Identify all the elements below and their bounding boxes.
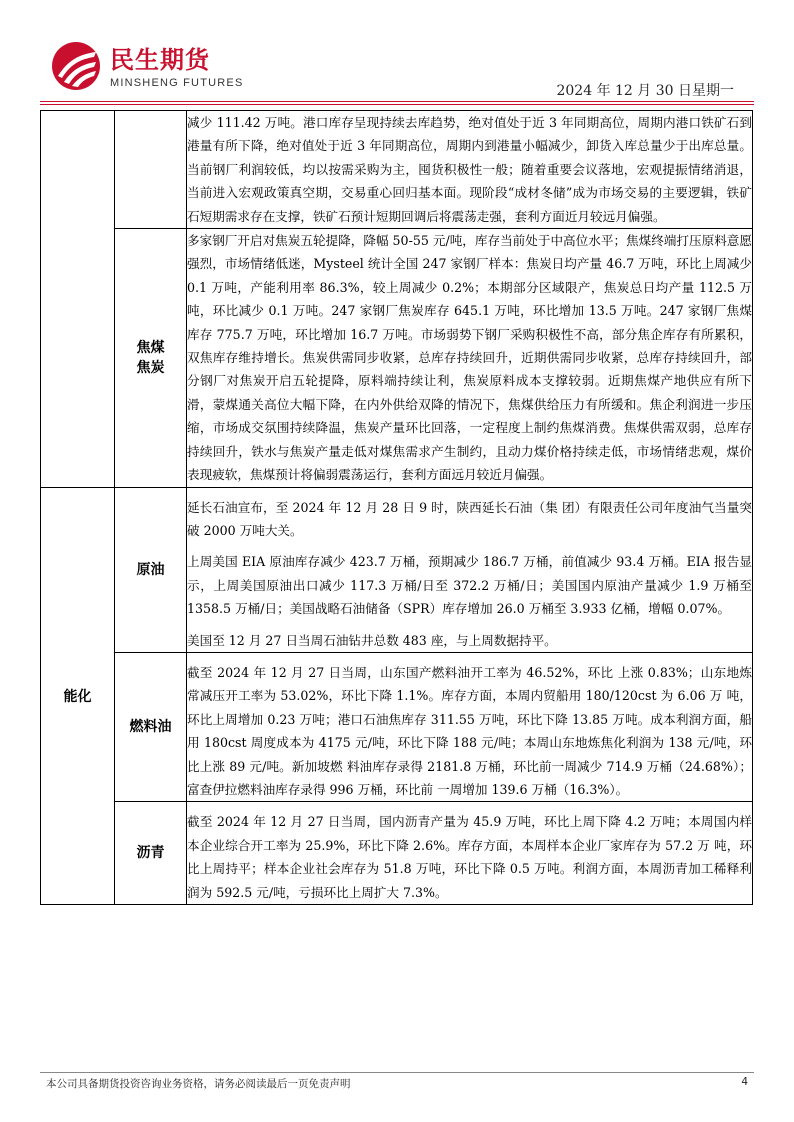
crude-oil-analysis [187,487,753,652]
page-header [0,0,794,100]
table-row-fuel-oil [41,652,753,801]
crude-oil-paragraph-1: 延长石油宣布，至 2024 年 12 月 28 日 9 时，陕西延长石油（集 团）有限责任公司年度油气当量突破 2000 万吨大关。 [187,499,752,538]
subcategory-asphalt: 沥青 [115,802,187,905]
asphalt-text: 截至 2024 年 12 月 27 日当周，国内沥青产量为 45.9 万吨，环比上周下降 4.2 万吨；本周国内样本企业综合开工率为 25.9%，环比下降 2.6%。库存方面，本周样本企业厂家库存为 57.2 万 吨，环比上周持平；样本企业社会库存为 51.8 万吨，环比下降 0.5 万吨。利润方面，本周沥青加工稀释利润为 592.5 元/吨，亏损环比上周扩大 7.3%。 [187,814,752,900]
header-divider-thin [40,104,754,105]
subcategory-crude-oil: 原油 [115,487,187,652]
table-row-asphalt [41,802,753,905]
minsheng-logo-icon [50,40,102,92]
crude-oil-paragraph-2: 上周美国 EIA 原油库存减少 423.7 万桶，预期减少 186.7 万桶，前值减少 93.4 万桶。EIA 报告显示，上周美国原油出口减少 117.3 万桶/日至 372.2 万桶/日；美国国内原油产量减少 1.9 万桶至 1358.5 万桶/日；美国战略石油储备（SPR）库存增加 26.0 万桶至 3.933 亿桶，增幅 0.07%。 [187,554,752,617]
table-row-coking-coal [41,229,753,487]
page-number: 4 [741,1076,748,1088]
iron-ore-analysis [187,111,753,229]
category-cell-blank [41,111,115,488]
coking-coal-text: 多家钢厂开启对焦炭五轮提降，降幅 50-55 元/吨，库存当前处于中高位水平；焦煤终端打压原料意愿强烈，市场情绪低迷，Mysteel 统计全国 247 家钢厂样本：焦炭日均产量 46.7 万吨，环比上周减少 0.1 万吨，产能利用率 86.3%，较上周减少 0.2%；本期部分区域限产，焦炭总日均产量 112.5 万吨，环比减少 0.1 万吨。247 家钢厂焦炭库存 645.1 万吨，环比增加 13.5 万吨。247 家钢厂焦煤库存 775.7 万吨，环比增加 16.7 万吨。市场弱势下钢厂采购积极性不高，部分焦企库存有所累积，双焦库存维持增长。焦炭供需同步收紧，总库存持续回升，近期供需同步收紧，总库存持续回升，部分钢厂对焦炭开启五轮提降，原料端持续让利，焦炭原料成本支撑较弱。近期焦煤产地供应有所下滑，蒙煤通关高位大幅下降，在内外供给双降的情况下，焦煤供给压力有所缓和。焦企利润进一步压缩，市场成交氛围持续降温，焦炭产量环比回落，一定程度上制约焦煤消费。焦煤供需双弱，总库存持续回升，铁水与焦炭产量走低对煤焦需求产生制约，且动力煤价格持续走低，市场情绪悲观，煤价表现疲软，焦煤预计将偏弱震荡运行，套利方面远月较近月偏强。 [187,233,752,483]
brand-name-cn: 民生期货 [110,46,210,74]
header-divider [40,101,754,102]
category-energy-chemical: 能化 [41,487,115,905]
asphalt-analysis [187,802,753,905]
fuel-oil-text: 截至 2024 年 12 月 27 日当周，山东国产燃料油开工率为 46.52%，环比 上涨 0.83%；山东地炼常减压开工率为 53.02%，环比下降 1.1%。库存方面，本周内贸船用 180/120cst 为 6.06 万 吨，环比上周增加 0.23 万吨；港口石油焦库存 311.55 万吨，环比下降 13.85 万吨。成本利润方面，船用 180cst 周度成本为 4175 元/吨，环比下降 188 元/吨；本周山东地炼焦化利润为 138 元/吨，环比上涨 89 元/吨。新加坡燃 料油库存录得 2181.8 万桶，环比前一周减少 714.9 万桶（24.68%）；富查伊拉燃料油库存录得 996 万桶，环比前 一周增加 139.6 万桶（16.3%）。 [187,664,752,797]
table-row-iron-ore [41,111,753,229]
footer-divider [40,1072,754,1073]
brand-name-en: MINSHENG FUTURES [110,77,244,89]
subcategory-cell-blank [115,111,187,229]
footer-disclaimer: 本公司具备期货投资咨询业务资格，请务必阅读最后一页免责声明 [46,1078,351,1090]
iron-ore-text: 减少 111.42 万吨。港口库存呈现持续去库趋势，绝对值处于近 3 年同期高位，周期内港口铁矿石到港量有所下降，绝对值处于近 3 年同期高位，周期内到港量小幅减少，卸货入库总量少于出库总量。当前钢厂利润较低，均以按需采购为主，囤货积极性一般；随着重要会议落地，宏观提振情绪消退，当前进入宏观政策真空期，交易重心回归基本面。现阶段“成材冬储”成为市场交易的主要逻辑，铁矿石短期需求存在支撑，铁矿石预计短期回调后将震荡走强，套利方面近月较远月偏强。 [187,115,752,224]
crude-oil-paragraph-3: 美国至 12 月 27 日当周石油钻井总数 483 座，与上周数据持平。 [187,632,557,648]
commodity-analysis-table [40,110,753,905]
coking-coal-analysis [187,229,753,487]
subcategory-fuel-oil: 燃料油 [115,652,187,801]
fuel-oil-analysis [187,652,753,801]
label-coking-coal: 焦煤 [136,339,165,356]
label-coke: 焦炭 [136,359,165,376]
table-row-crude-oil [41,487,753,652]
subcategory-coking-coal [115,229,187,487]
report-date: 2024 年 12 月 30 日星期一 [556,83,734,99]
